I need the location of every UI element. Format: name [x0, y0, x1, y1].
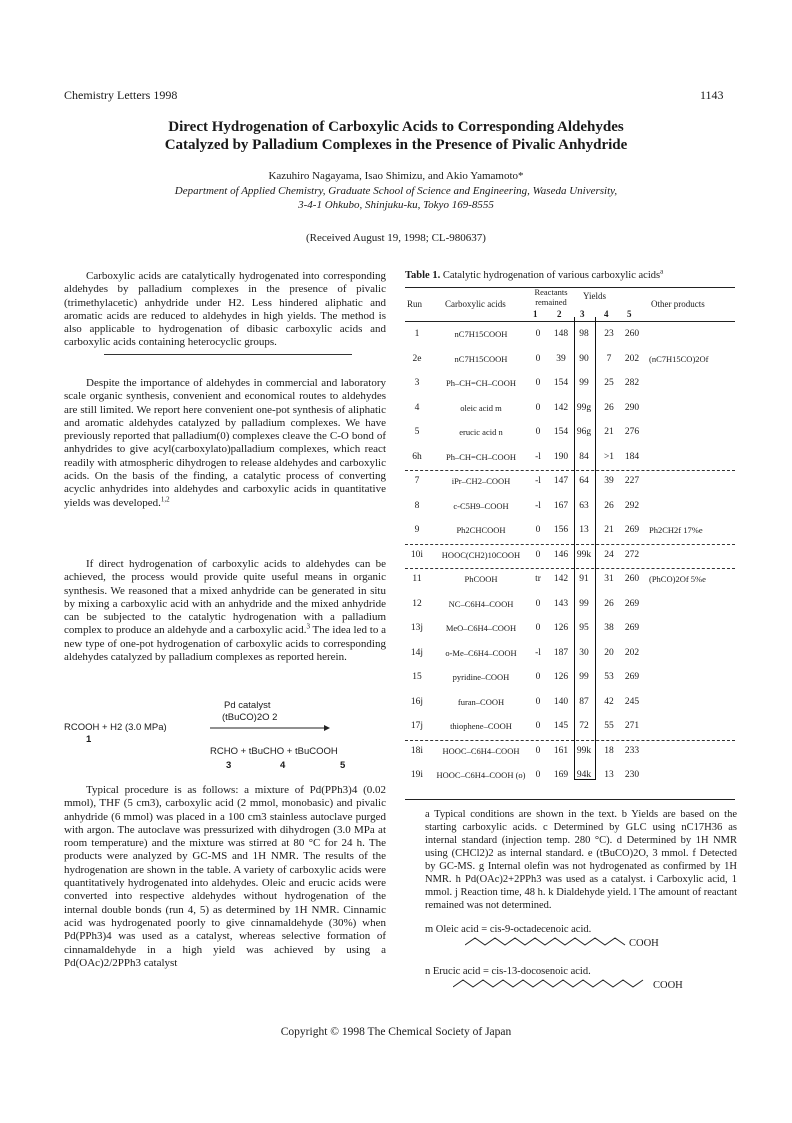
cell-acid: pyridine–COOH [452, 672, 510, 682]
header-yields: Yields [583, 291, 607, 301]
cell-reactant-2: 169 [553, 770, 569, 780]
cell-yield-3: 99 [579, 672, 589, 682]
affiliation-line-1: Department of Applied Chemistry, Graduate School of Science and Engineering, Waseda University, [174, 185, 618, 197]
cell-yield-4: 31 [604, 574, 614, 584]
cell-yield-5: 269 [624, 525, 640, 535]
cell-acid: furan–COOH [457, 696, 505, 707]
table-footnotes [425, 808, 737, 912]
cell-acid: HOOC–C6H4–COOH (o) [436, 770, 526, 780]
cell-run: 17j [410, 721, 424, 731]
cell-yield-5: 233 [624, 745, 640, 756]
cell-reactant-2: 156 [553, 525, 569, 535]
cell-acid: erucic acid n [459, 427, 503, 437]
cell-run: 4 [414, 402, 420, 413]
cell-reactant-2: 190 [553, 451, 569, 462]
cell-acid: nC7H15COOH [454, 353, 508, 364]
article-title [60, 118, 732, 154]
cell-reactant-2: 142 [553, 574, 569, 584]
cell-yield-4: 42 [604, 696, 614, 707]
cell-yield-3: 13 [579, 525, 589, 535]
cell-yield-3: 63 [579, 500, 589, 511]
table-row [405, 742, 735, 762]
cell-yield-3: 98 [579, 329, 589, 339]
scheme-reactant: RCOOH + H2 (3.0 MPa) [64, 722, 167, 733]
cell-acid: thiophene–COOH [450, 721, 512, 731]
cell-reactant-2: 154 [553, 427, 569, 437]
cell-yield-5: 202 [624, 647, 640, 658]
cell-run: 15 [412, 672, 422, 682]
cell-reactant-1: 0 [535, 549, 541, 560]
cell-yield-3: 84 [579, 451, 589, 462]
cell-yield-3: 95 [579, 623, 589, 633]
affiliation [60, 184, 732, 212]
cell-yield-3: 30 [579, 647, 589, 658]
cell-yield-4: 20 [604, 647, 614, 658]
table-caption-sup: a [660, 267, 664, 276]
table-bottom-rule [405, 799, 735, 800]
table-row [405, 423, 735, 443]
cell-run: 16j [410, 696, 424, 707]
p1-ref: 1,2 [160, 495, 170, 504]
cell-acid: o-Me–C6H4–COOH [445, 647, 517, 658]
table-row [405, 717, 735, 737]
cell-reactant-2: 39 [556, 353, 566, 364]
footnote-erucic-text: n Erucic acid = cis-13-docosenoic acid. [425, 966, 591, 977]
authors: Kazuhiro Nagayama, Isao Shimizu, and Akio Yamamoto* [268, 170, 524, 182]
cell-reactant-1: 0 [535, 672, 541, 682]
cell-yield-5: 260 [624, 329, 640, 339]
table-caption-label: Table 1. [405, 270, 441, 281]
cell-reactant-1: 0 [535, 378, 541, 388]
scheme-arrow [210, 724, 330, 732]
cell-reactant-1: 0 [535, 402, 541, 413]
cell-yield-3: 72 [579, 721, 589, 731]
table-caption [405, 267, 735, 281]
footnote-oleic-text: m Oleic acid = cis-9-octadecenoic acid. [425, 924, 592, 935]
received-date: (Received August 19, 1998; CL-980637) [306, 232, 486, 244]
header-other: Other products [651, 299, 705, 309]
cell-run: 5 [414, 427, 420, 437]
cell-reactant-1: 0 [535, 598, 541, 609]
cell-yield-3: 99k [576, 549, 592, 560]
cell-acid: c-C5H9–COOH [453, 500, 509, 511]
cell-reactant-2: 187 [553, 647, 569, 658]
group-divider [405, 544, 735, 545]
header-col-2: 2 [557, 309, 562, 319]
group-divider [405, 740, 735, 741]
cell-yield-4: 55 [604, 721, 614, 731]
cell-reactant-2: 145 [553, 721, 569, 731]
scheme-reactant-number: 1 [86, 734, 92, 745]
cell-acid: NC–C6H4–COOH [448, 598, 514, 609]
cell-acid: HOOC–C6H4–COOH [442, 745, 520, 756]
table-row [405, 595, 735, 615]
table-row [405, 374, 735, 394]
header-run: Run [407, 299, 423, 309]
cell-run: 18i [410, 745, 424, 756]
p1-text: Despite the importance of aldehydes in commercial and laboratory scale organic synthesis, convenient and economical routes to aldehydes are still limited. We report here convenient one-pot synthesis of aliphatic and aromatic aldehydes catalyzed by palladium complexes. We have previously reported that palladium(0) complexes cleave the C-O bond of anhydrides to give acyl(carboxylato)palladium complexes, which react readily with atmospheric dihydrogen to release aldehydes and carboxylic acids. On the basis of the finding, a catalytic process of converting acyclic anhydrides into aldehydes and carboxylic acids in quantitative yields was developed. [64, 377, 386, 509]
cell-yield-4: 23 [604, 329, 614, 339]
group-divider [405, 470, 735, 471]
page-number: 1143 [700, 88, 724, 102]
cell-run: 1 [414, 329, 420, 339]
cell-yield-5: 290 [624, 402, 640, 413]
scheme-product-3: 3 [226, 760, 232, 771]
table-row [405, 546, 735, 566]
table-row [405, 521, 735, 541]
cell-yield-3: 94k [576, 770, 592, 780]
cell-reactant-1: tr [535, 574, 541, 584]
affiliation-line-2: 3-4-1 Ohkubo, Shinjuku-ku, Tokyo 169-8555 [298, 199, 494, 211]
scheme-reagent: (tBuCO)2O 2 [222, 712, 278, 723]
cell-reactant-2: 148 [553, 329, 569, 339]
cell-acid: Ph–CH=CH–COOH [446, 378, 516, 388]
abstract [64, 270, 386, 350]
cell-reactant-2: 167 [553, 500, 569, 511]
body-paragraph-2 [64, 558, 386, 664]
cell-yield-5: 269 [624, 623, 640, 633]
cell-run: 7 [414, 476, 420, 486]
cell-yield-4: 53 [604, 672, 614, 682]
table-row [405, 766, 735, 786]
cell-reactant-2: 147 [553, 476, 569, 486]
cell-yield-4: 21 [604, 525, 614, 535]
p2-ref: 3 [306, 622, 310, 631]
cell-yield-4: 13 [604, 770, 614, 780]
header-col-3: 3 [580, 309, 585, 319]
cell-run: 13j [410, 623, 424, 633]
cell-acid: nC7H15COOH [454, 329, 508, 339]
cell-yield-5: 282 [624, 378, 640, 388]
cell-acid: oleic acid m [460, 402, 502, 413]
header-acid: Carboxylic acids [445, 299, 506, 309]
cell-yield-4: 21 [604, 427, 614, 437]
body-paragraph-3 [64, 784, 386, 970]
group-divider [405, 568, 735, 569]
erucic-structure [453, 977, 653, 991]
copyright: Copyright © 1998 The Chemical Society of Japan [280, 1026, 512, 1038]
cell-yield-4: >1 [603, 451, 615, 462]
cell-acid: Ph2CHCOOH [456, 525, 506, 535]
cell-run: 12 [412, 598, 422, 609]
footnote-erucic [425, 966, 737, 994]
header-col-1: 1 [533, 309, 538, 319]
cell-yield-5: 184 [624, 451, 640, 462]
p3-text: Typical procedure is as follows: a mixture of Pd(PPh3)4 (0.02 mmol), THF (5 cm3), carboxylic acid (2 mmol, monobasic) and pivalic anhydride (6 mmol) was placed in a 100 cm3 stainless autoclave purged with argon. The autoclave was pressurized with dihydrogen (3.0 MPa at room temperature) and the mixture was stirred at 80 °C for 24 h. The products were analyzed by GC-MS and 1H NMR. The results of the hydrogenation are shown in the table. A variety of carboxylic acids were quantitatively hydrogenated into aldehydes. Oleic and erucic acids were converted into respective aldehydes without hydrogenation of the internal double bonds (run 4, 5) as determined by 1H NMR. Cinnamic acid was hydrogenated poorly to give cinnamaldehyde (30%) when Pd(PPh3)4 was used as a catalyst, whereas selective formation of cinnamaldehyde in a high yield was achieved by using a Pd(OAc)2/2PPh3 catalyst [64, 784, 386, 969]
body-paragraph-1 [64, 377, 386, 510]
scheme-product-4: 4 [280, 760, 286, 771]
table-row [405, 448, 735, 468]
cell-yield-3: 99g [576, 402, 592, 413]
cell-reactant-1: 0 [535, 721, 541, 731]
cell-reactant-1: -l [535, 476, 541, 486]
table-row [405, 619, 735, 639]
cell-yield-5: 272 [624, 549, 640, 560]
cell-reactant-2: 146 [553, 549, 569, 560]
cell-other: (nC7H15CO)2Of [649, 353, 709, 364]
cell-yield-4: 26 [604, 500, 614, 511]
header-col-4: 4 [604, 309, 609, 319]
cell-reactant-2: 140 [553, 696, 569, 707]
table-header-rule [405, 321, 735, 322]
cell-run: 8 [414, 500, 420, 511]
cell-reactant-1: 0 [535, 696, 541, 707]
erucic-cooh: COOH [653, 980, 683, 991]
cell-yield-3: 96g [576, 427, 592, 437]
cell-yield-5: 269 [624, 672, 640, 682]
table-row [405, 693, 735, 713]
header-col-5: 5 [627, 309, 632, 319]
cell-acid: iPr–CH2–COOH [451, 476, 511, 486]
scheme-products: RCHO + tBuCHO + tBuCOOH [210, 746, 338, 757]
scheme-product-5: 5 [340, 760, 346, 771]
cell-reactant-1: -l [535, 500, 541, 511]
table-row [405, 325, 735, 345]
cell-acid: Ph–CH=CH–COOH [446, 451, 516, 462]
cell-reactant-1: 0 [535, 623, 541, 633]
cell-reactant-2: 142 [553, 402, 569, 413]
cell-run: 11 [412, 574, 422, 584]
reaction-scheme [64, 696, 386, 784]
cell-reactant-2: 154 [553, 378, 569, 388]
cell-reactant-2: 126 [553, 672, 569, 682]
journal-header: Chemistry Letters 1998 [64, 88, 178, 102]
table-row [405, 350, 735, 370]
cell-acid: HOOC(CH2)10COOH [441, 549, 521, 560]
cell-acid: PhCOOH [464, 574, 498, 584]
title-line-2: Catalyzed by Palladium Complexes in the Presence of Pivalic Anhydride [164, 137, 628, 153]
cell-reactant-1: 0 [535, 329, 541, 339]
cell-run: 3 [414, 378, 420, 388]
cell-yield-5: 260 [624, 574, 640, 584]
p2-text: If direct hydrogenation of carboxylic acids to aldehydes can be achieved, the process would provide quite useful means in organic synthesis. We reasoned that a mixed anhydride can be generated in situ by mixing a carboxylic acid with an anhydride and the mixed anhydride can be subjected to the catalytic hydrogenation with a palladium complex to produce an aldehyde and a carboxylic acid. [64, 558, 386, 637]
cell-yield-5: 230 [624, 770, 640, 780]
footnote-oleic [425, 924, 737, 952]
cell-yield-4: 38 [604, 623, 614, 633]
cell-yield-5: 202 [624, 353, 640, 364]
cell-reactant-1: -l [535, 647, 541, 658]
cell-reactant-1: 0 [535, 353, 541, 364]
cell-reactant-2: 126 [553, 623, 569, 633]
cell-yield-3: 99k [576, 745, 592, 756]
cell-run: 9 [414, 525, 420, 535]
abstract-text: Carboxylic acids are catalytically hydrogenated into corresponding aldehydes by palladium complexes in the presence of pivalic (trimethylacetic) anhydride under H2. Less hindered aliphatic and aromatic acids are reduced to aldehydes in high yields. The method is also applicable to hydrogenation of dibasic carboxylic acids and carboxylic acids containing heterocyclic groups. [64, 270, 386, 349]
p2-text-end: The idea led to a new type of one-pot hydrogenation of carboxylic acids to corresponding aldehydes catalyzed by palladium complexes as reported herein. [64, 624, 386, 664]
cell-yield-4: 26 [604, 402, 614, 413]
abstract-divider [104, 354, 352, 355]
cell-yield-3: 91 [579, 574, 589, 584]
table-row [405, 399, 735, 419]
table-row [405, 497, 735, 517]
cell-yield-3: 87 [579, 696, 589, 707]
table-caption-text: Catalytic hydrogenation of various carboxylic acids [440, 270, 661, 281]
cell-other: (PhCO)2Of 5%e [649, 574, 706, 584]
cell-reactant-1: 0 [535, 427, 541, 437]
cell-yield-4: 18 [604, 745, 614, 756]
cell-yield-5: 292 [624, 500, 640, 511]
cell-yield-5: 245 [624, 696, 640, 707]
cell-yield-4: 39 [604, 476, 614, 486]
cell-yield-4: 7 [606, 353, 612, 364]
title-line-1: Direct Hydrogenation of Carboxylic Acids to Corresponding Aldehydes [168, 119, 624, 135]
cell-reactant-1: -l [535, 451, 541, 462]
oleic-cooh: COOH [629, 938, 659, 949]
cell-reactant-2: 143 [553, 598, 569, 609]
cell-run: 10i [410, 549, 424, 560]
cell-yield-3: 90 [579, 353, 589, 364]
cell-run: 14j [410, 647, 424, 658]
cell-yield-4: 26 [604, 598, 614, 609]
cell-yield-5: 227 [624, 476, 640, 486]
cell-other: Ph2CH2f 17%e [649, 525, 703, 535]
table-row [405, 644, 735, 664]
table-row [405, 570, 735, 590]
results-table [405, 287, 735, 802]
cell-yield-3: 99 [579, 378, 589, 388]
cell-run: 19i [410, 770, 424, 780]
cell-yield-3: 99 [579, 598, 589, 609]
cell-reactant-1: 0 [535, 770, 541, 780]
scheme-catalyst: Pd catalyst [224, 700, 271, 711]
cell-yield-5: 271 [624, 721, 640, 731]
cell-reactant-1: 0 [535, 745, 541, 756]
cell-yield-5: 276 [624, 427, 640, 437]
cell-yield-5: 269 [624, 598, 640, 609]
footnotes-text: a Typical conditions are shown in the text. b Yields are based on the starting carboxylic acids. c Determined by GLC using nC17H36 as internal standard (injection temp. 280 °C). d Determined by 1H NMR using (CHCl2)2 as internal standard. e (tBuCO)2O, 3 mmol. f Detected by GC-MS. g Internal olefin was not hydrogenated as confirmed by 1H NMR. h Pd(OAc)2+2PPh3 was used as a catalyst. i Carboxylic acid, 1 mmol. j Reaction time, 48 h. k Dialdehyde yield. l The amount of reactant remained was not determined. [425, 809, 737, 911]
header-reactants: Reactants remained [534, 287, 568, 307]
table-row [405, 668, 735, 688]
table-row [405, 472, 735, 492]
cell-reactant-1: 0 [535, 525, 541, 535]
cell-yield-3: 64 [579, 476, 589, 486]
cell-yield-4: 24 [604, 549, 614, 560]
cell-yield-4: 25 [604, 378, 614, 388]
cell-run: 2e [412, 353, 422, 364]
cell-run: 6h [412, 451, 422, 462]
cell-acid: MeO–C6H4–COOH [445, 623, 517, 633]
cell-reactant-2: 161 [553, 745, 569, 756]
